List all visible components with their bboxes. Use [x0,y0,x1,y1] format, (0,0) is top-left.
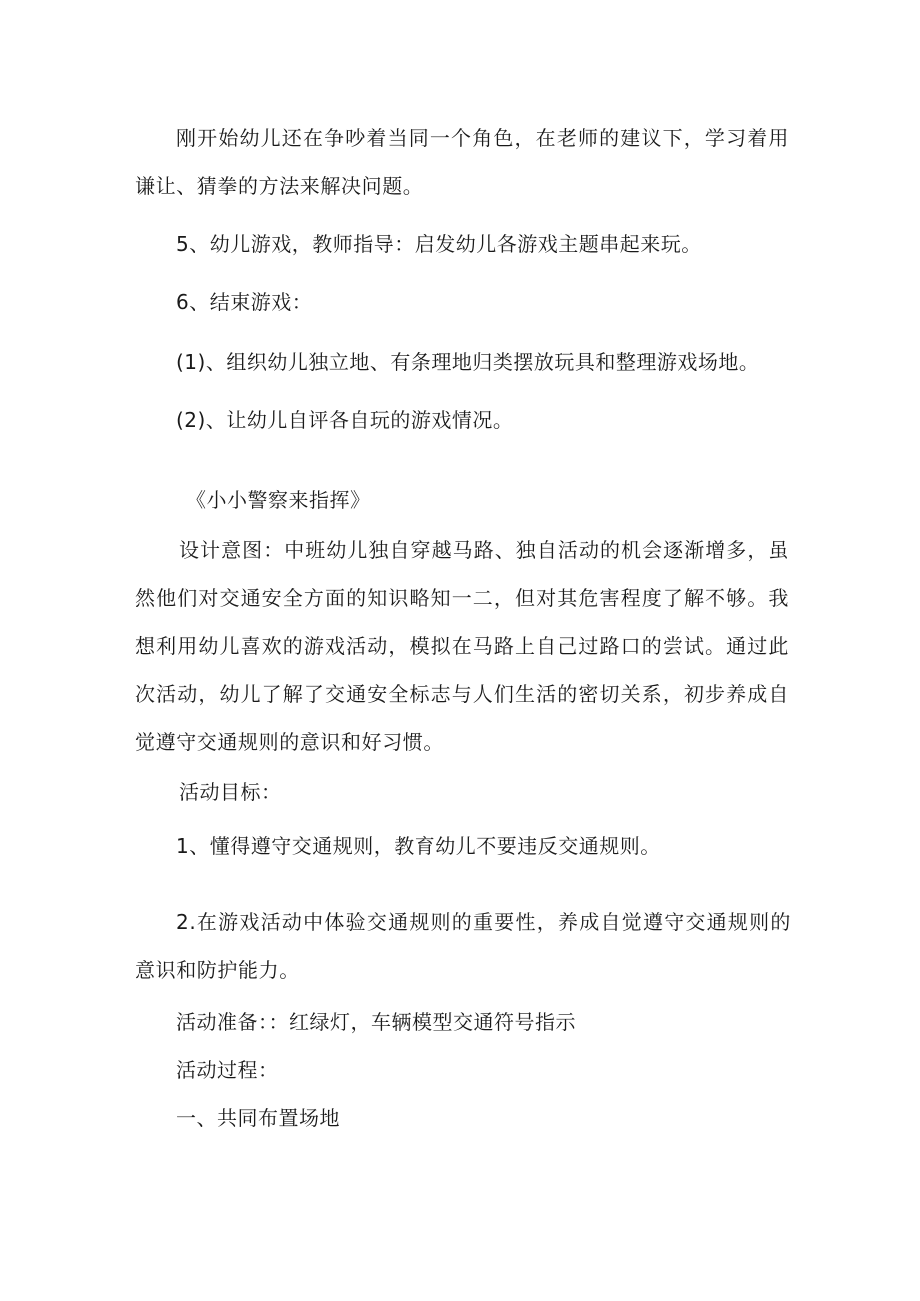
step-5-paragraph: 5、幼儿游戏，教师指导：启发幼儿各游戏主题串起来玩。 [176,232,702,256]
activity-preparation-paragraph: 活动准备：：红绿灯，车辆模型交通符号指示 [176,1010,576,1034]
lesson-title: 《小小警察来指挥》 [186,488,371,512]
step-one-heading: 一、共同布置场地 [176,1106,340,1130]
activity-goals-heading: 活动目标： [179,780,282,804]
paragraph-role-conflict: 刚开始幼儿还在争吵着当同一个角色，在老师的建议下，学习着用谦让、猜拳的方法来解决问题。 [135,126,789,198]
step-6-heading: 6、结束游戏： [176,290,313,314]
design-intent-paragraph: 设计意图：中班幼儿独自穿越马路、独自活动的机会逐渐增多，虽然他们对交通安全方面的知识略知一二，但对其危害程度了解不够。我想利用幼儿喜欢的游戏活动，模拟在马路上自己过路口的尝试。通过此次活动，幼儿了解了交通安全标志与人们生活的密切关系，初步养成自觉遵守交通规则的意识和好习惯。 [135,538,789,754]
substep-2-paragraph: (2)、让幼儿自评各自玩的游戏情况。 [176,408,514,432]
activity-process-heading: 活动过程： [176,1058,279,1082]
goal-1-paragraph: 1、懂得遵守交通规则，教育幼儿不要违反交通规则。 [176,834,661,858]
substep-1-paragraph: (1)、组织幼儿独立地、有条理地归类摆放玩具和整理游戏场地。 [176,350,760,374]
goal-2-paragraph: 2.在游戏活动中体验交通规则的重要性，养成自觉遵守交通规则的意识和防护能力。 [135,910,791,982]
